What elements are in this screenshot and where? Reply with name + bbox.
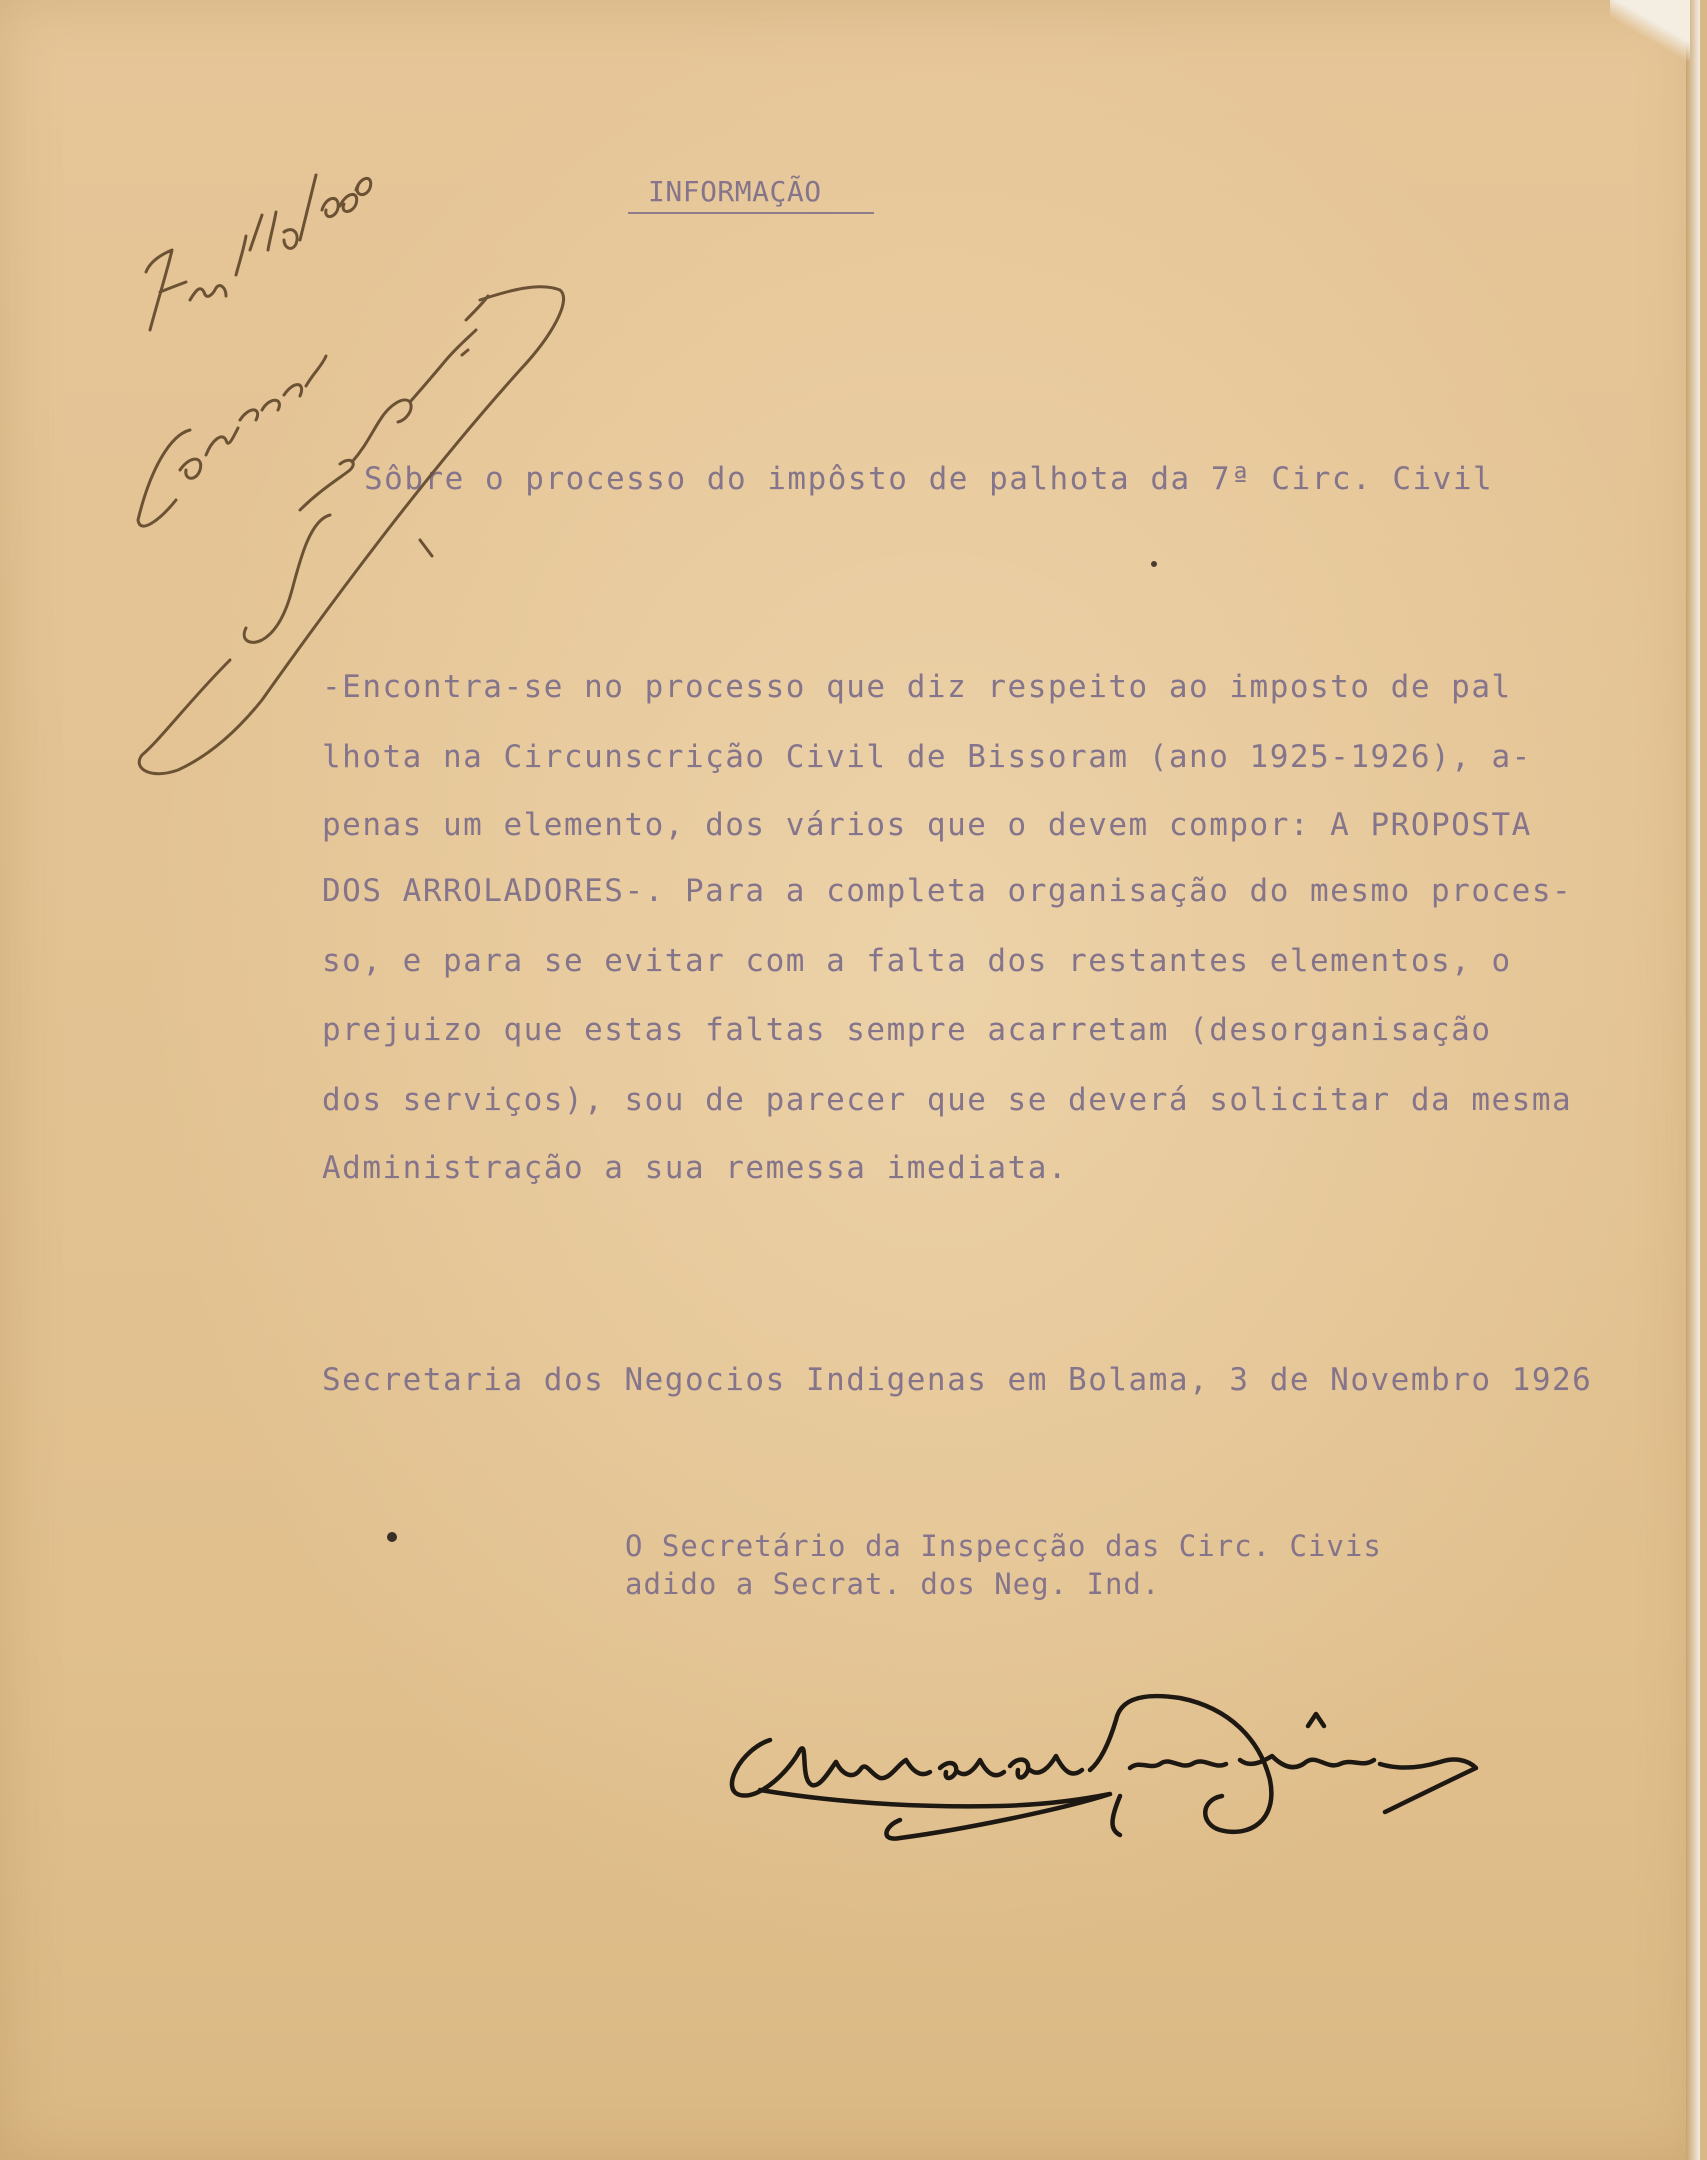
signatory-subtitle: adido a Secrat. dos Neg. Ind. [625,1567,1161,1601]
ink-speck [387,1532,397,1542]
ink-speck [1151,561,1157,567]
body-line: prejuizo que estas faltas sempre acarretam (desorganisação [322,1012,1492,1048]
place-date-line: Secretaria dos Negocios Indigenas em Bolama, 3 de Novembro 1926 [322,1362,1593,1398]
body-line: penas um elemento, dos vários que o devem compor: A PROPOSTA [322,807,1532,843]
body-line: DOS ARROLADORES-. Para a completa organisação do mesmo proces- [322,873,1573,909]
body-line: so, e para se evitar com a falta dos restantes elementos, o [322,943,1512,979]
document-subject: Sôbre o processo do impôsto de palhota da 7ª Circ. Civil [364,461,1494,497]
margin-note-handwriting [138,175,564,774]
body-line: lhota na Circunscrição Civil de Bissoram (ano 1925-1926), a- [322,739,1532,775]
signatory-title: O Secretário da Inspecção das Circ. Civis [625,1529,1382,1563]
body-line: -Encontra-se no processo que diz respeito ao imposto de pal [322,669,1512,705]
document-title: INFORMAÇÃO [648,175,822,208]
body-line: Administração a sua remessa imediata. [322,1150,1069,1186]
signature-handwriting [732,1696,1476,1839]
body-line: dos serviços), sou de parecer que se deverá solicitar da mesma [322,1082,1573,1118]
